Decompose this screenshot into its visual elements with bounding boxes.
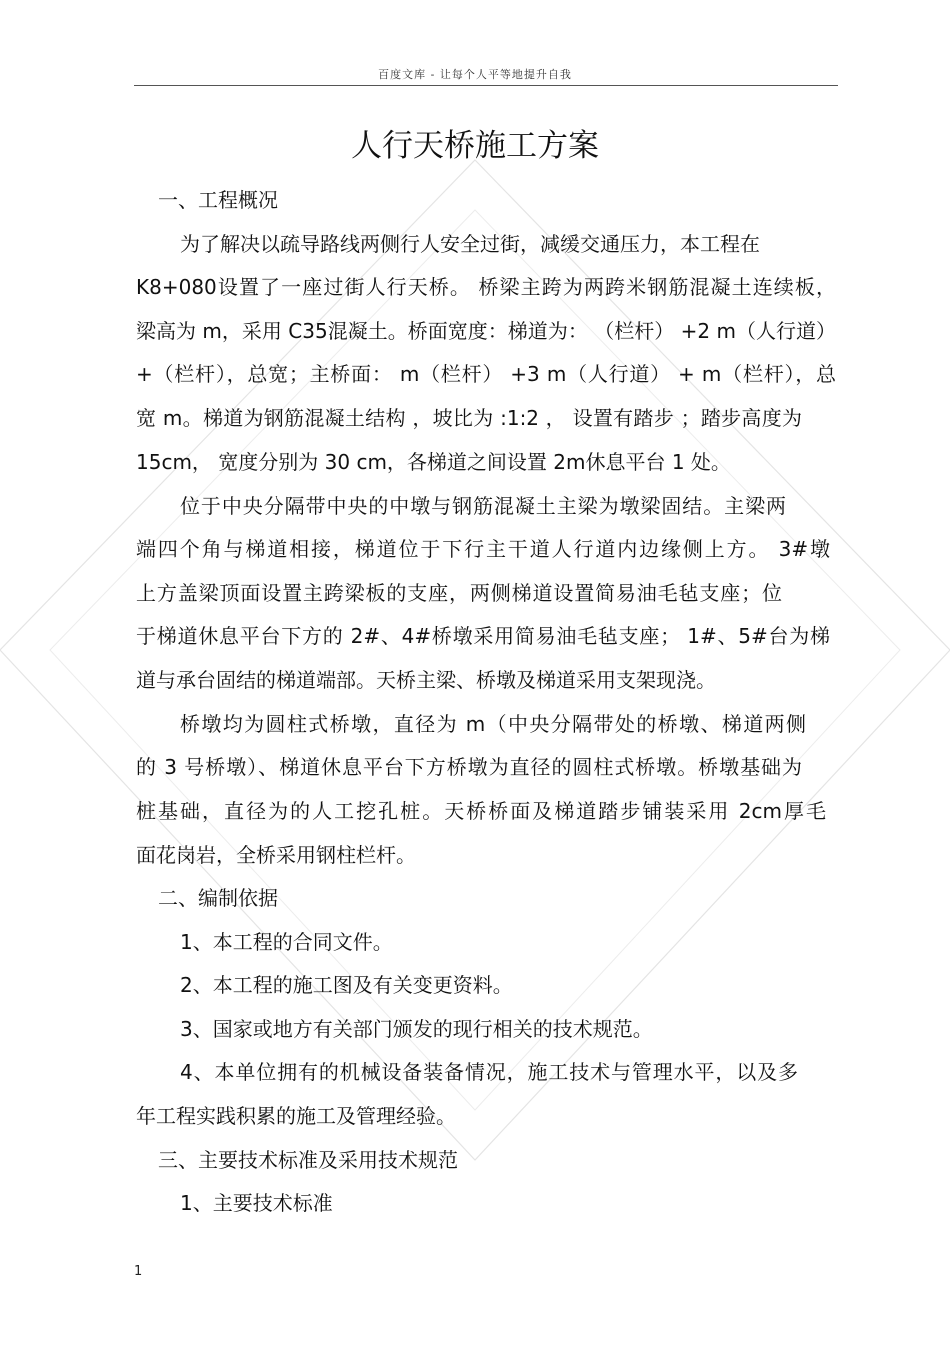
- section-heading: 一、工程概况: [158, 188, 278, 212]
- page-header: 百度文库 - 让每个人平等地提升自我: [378, 68, 572, 81]
- paragraph-line: 为了解决以疏导路线两侧行人安全过街，减缓交通压力，本工程在: [180, 232, 760, 256]
- paragraph-line: 位于中央分隔带中央的中墩与钢筋混凝土主梁为墩梁固结。主梁两: [180, 494, 786, 518]
- list-item: 1、本工程的合同文件。: [180, 930, 393, 954]
- paragraph-line: 桥墩均为圆柱式桥墩，直径为 m（中央分隔带处的桥墩、梯道两侧: [180, 712, 806, 736]
- list-item: 3、国家或地方有关部门颁发的现行相关的技术规范。: [180, 1017, 653, 1041]
- paragraph-line: 面花岗岩，全桥采用钢柱栏杆。: [136, 843, 416, 867]
- header-divider: [134, 85, 838, 86]
- paragraph-line: 于梯道休息平台下方的 2#、4#桥墩采用简易油毛毡支座； 1#、5#台为梯: [136, 624, 830, 648]
- list-item: 4、本单位拥有的机械设备装备情况，施工技术与管理水平，以及多: [180, 1060, 798, 1084]
- paragraph-line: 的 3 号桥墩）、梯道休息平台下方桥墩为直径的圆柱式桥墩。桥墩基础为: [136, 755, 802, 779]
- paragraph-line: 宽 m。梯道为钢筋混凝土结构 ，坡比为 :1:2 ， 设置有踏步 ；踏步高度为: [136, 406, 802, 430]
- section-heading: 三、主要技术标准及采用技术规范: [158, 1148, 458, 1172]
- paragraph-line: 端四个角与梯道相接，梯道位于下行主干道人行道内边缘侧上方。 3#墩: [136, 537, 830, 561]
- section-heading: 二、编制依据: [158, 886, 278, 910]
- list-item: 2、本工程的施工图及有关变更资料。: [180, 973, 513, 997]
- paragraph-line: 15cm， 宽度分别为 30 cm，各梯道之间设置 2m休息平台 1 处。: [136, 450, 731, 474]
- list-item: 1、主要技术标准: [180, 1191, 333, 1215]
- paragraph-line: K8+080设置了一座过街人行天桥。 桥梁主跨为两跨米钢筋混凝土连续板，: [136, 275, 836, 299]
- paragraph-line: +（栏杆），总宽；主桥面： m（栏杆） +3 m（人行道） + m（栏杆），总: [136, 362, 836, 386]
- list-item-continuation: 年工程实践积累的施工及管理经验。: [136, 1104, 456, 1128]
- paragraph-line: 桩基础，直径为的人工挖孔桩。天桥桥面及梯道踏步铺装采用 2cm厚毛: [136, 799, 826, 823]
- paragraph-line: 梁高为 m，采用 C35混凝土。桥面宽度：梯道为： （栏杆） +2 m（人行道）: [136, 319, 836, 343]
- paragraph-line: 道与承台固结的梯道端部。天桥主梁、桥墩及梯道采用支架现浇。: [136, 668, 716, 692]
- page-number: 1: [134, 1264, 143, 1279]
- document-title: 人行天桥施工方案: [351, 128, 599, 164]
- paragraph-line: 上方盖梁顶面设置主跨梁板的支座，两侧梯道设置简易油毛毡支座；位: [136, 581, 782, 605]
